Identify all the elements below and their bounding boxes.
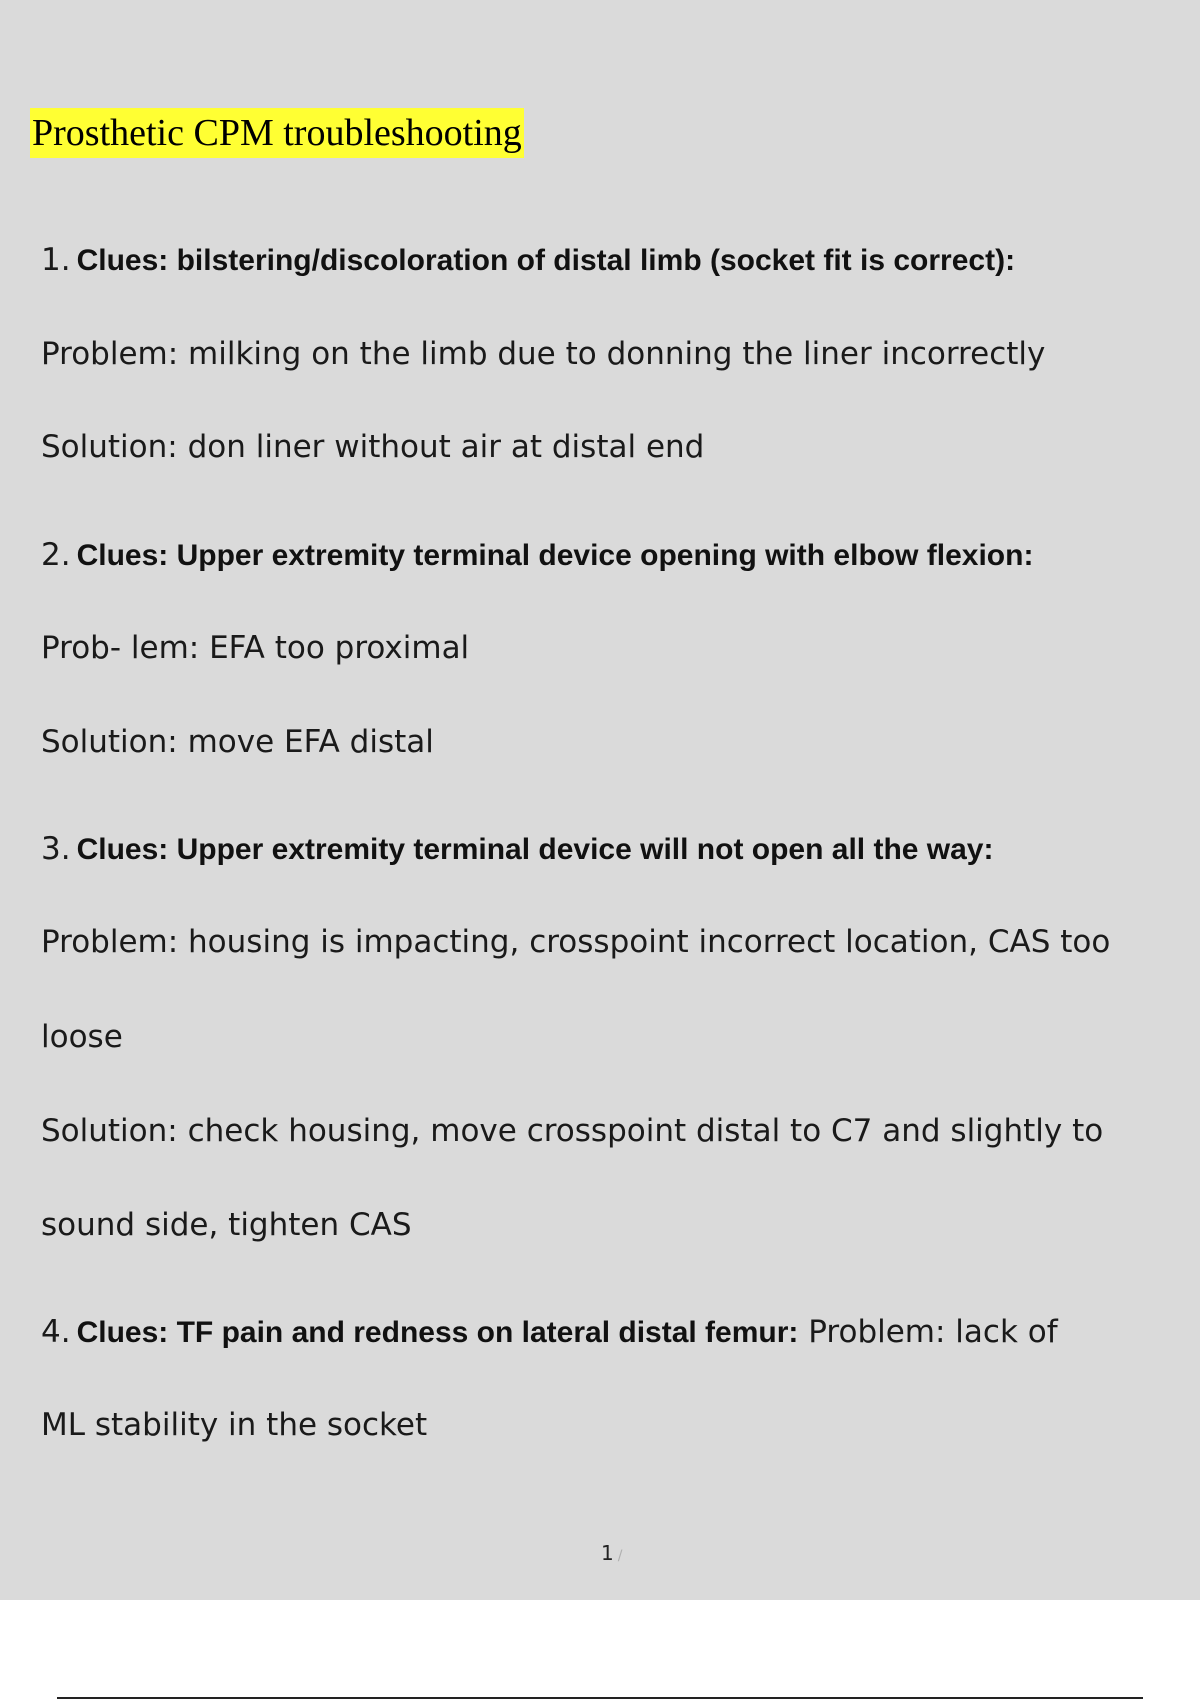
item-number: 3. [41,831,71,867]
item-3-solution-line-2: sound side, tighten CAS [41,1207,412,1243]
item-clue-tail: Problem: lack of [798,1314,1058,1350]
bottom-divider [57,1697,1143,1699]
item-3-clue-line [41,829,993,870]
item-4-clue-line [41,1312,1058,1353]
item-number: 1. [41,242,71,278]
page-number [601,1541,622,1565]
item-number: 2. [41,537,71,573]
item-4-problem-line-2: ML stability in the socket [41,1407,428,1443]
item-3-problem-line-2: loose [41,1019,123,1055]
item-1-clue-line [41,240,1015,281]
item-3-solution-line-1: Solution: check housing, move crosspoint distal to C7 and slightly to [41,1113,1104,1149]
item-1-problem: Problem: milking on the limb due to donning the liner incorrectly [41,336,1046,372]
page-number-value: 1 [601,1541,614,1565]
document-title: Prosthetic CPM troubleshooting [30,108,524,158]
item-1-solution: Solution: don liner without air at distal end [41,429,705,465]
item-2-solution: Solution: move EFA distal [41,724,434,760]
item-number: 4. [41,1314,71,1350]
item-clue: Clues: TF pain and redness on lateral distal femur: [76,1316,799,1349]
item-3-problem-line-1: Problem: housing is impacting, crosspoint incorrect location, CAS too [41,924,1111,960]
item-clue: Clues: Upper extremity terminal device opening with elbow flexion: [76,539,1034,572]
item-clue: Clues: Upper extremity terminal device will not open all the way: [76,833,994,866]
page-number-separator: / [617,1548,623,1564]
item-2-clue-line [41,535,1033,576]
item-clue: Clues: bilstering/discoloration of distal limb (socket fit is correct): [76,244,1016,277]
item-2-problem: Prob- lem: EFA too proximal [41,630,470,666]
